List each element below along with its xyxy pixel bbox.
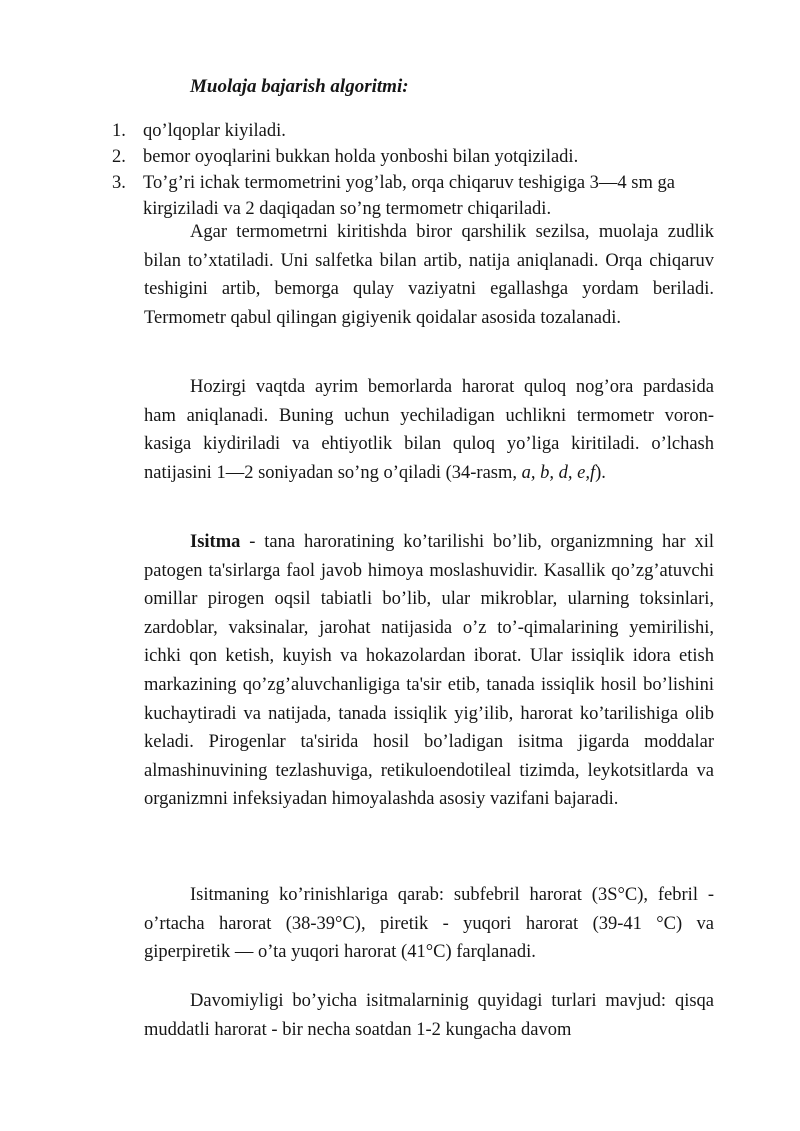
- paragraph-text: - tana haroratining ko’tarilishi bo’lib, organizmning har xil patogen ta'sirlarga faol javob himoya moslashuvidir. Kasallik qo’zg’atuvchi omillar pirogen oqsil tabiatli bo’lib, ular mikroblar, ularning toksinlari, zardoblar, vaksinalar, jarohat natijasida o’z to’-qimalarining yemirilishi, ichki qon ketish, kuyish va hokazolardan iborat. Ular issiqlik idora etish markazining qo’zg’aluvchanligiga ta'sir etib, tanada issiqlik hosil bo’lishini kuchaytiradi va natijada, tanada issiqlik yig’ilib, harorat ko’tarilishiga olib keladi. Pirogenlar ta'sirida hosil bo’ladigan isitma jigarda moddalar almashinuvining tezlashuviga, retikuloendotileal tizimda, leykotsitlarda va organizmni infeksiyadan himoyalashda asosiy vazifani bajaradi.: [144, 532, 714, 810]
- step-text: To’g’ri ichak termometrini yog’lab, orqa chiqaruv teshigiga 3—4 sm ga kirgiziladi va 2 daqiqadan so’ng termometr chiqariladi.: [143, 173, 675, 219]
- paragraph-termometr-resistance: Agar termometrni kiritishda biror qarshilik sezilsa, muolaja zudlik bilan to’xtatiladi. Uni salfetka bilan artib, natija aniqlanadi. Orqa chiqaruv teshigini artib, bemorga qulay vaziyatni egallashga yordam beriladi. Termometr qabul qilingan gigiyenik qoidalar asosida tozalanadi.: [144, 222, 714, 328]
- step-text: qo’lqoplar kiyiladi.: [143, 121, 286, 141]
- list-item: [112, 170, 720, 222]
- algorithm-steps-list: [112, 118, 720, 222]
- paragraph-fever-types: Isitmaning ko’rinishlariga qarab: subfebril harorat (3S°C), febril - o’rtacha harorat (38-39°C), piretik - yuqori harorat (39-41 °C) va giperpiretik — o’ta yuqori harorat (41°C) farqlanadi.: [144, 885, 714, 963]
- step-number: 1.: [112, 121, 126, 141]
- list-item: [112, 144, 720, 170]
- term-isitma: Isitma: [190, 532, 241, 552]
- step-number: 3.: [112, 173, 126, 193]
- paragraph-ear-measurement: [144, 373, 714, 487]
- figure-reference: a, b, d, e,f: [521, 462, 596, 483]
- paragraph-text-end: ).: [595, 462, 606, 483]
- step-number: 2.: [112, 147, 126, 167]
- list-item: [112, 118, 720, 144]
- paragraph-isitma-definition: [144, 528, 714, 814]
- paragraph-fever-duration: Davomiyligi bo’yicha isitmalarninig quyidagi turlari mavjud: qisqa muddatli harorat - bir necha soatdan 1-2 kungacha davom: [144, 991, 714, 1040]
- paragraph-text: Hozirgi vaqtda ayrim bemorlarda harorat quloq nog’ora pardasida ham aniqlanadi. Buning uchun yechiladigan uchlikni termometr voron-kasiga kiydiriladi va ehtiyotlik bilan quloq yo’liga kiritiladi. o’lchash natijasini 1—2 soniyadan so’ng o’qiladi (34-rasm,: [144, 377, 714, 483]
- step-text: bemor oyoqlarini bukkan holda yonboshi bilan yotqiziladi.: [143, 147, 579, 167]
- section-heading: Muolaja bajarish algoritmi:: [190, 76, 409, 97]
